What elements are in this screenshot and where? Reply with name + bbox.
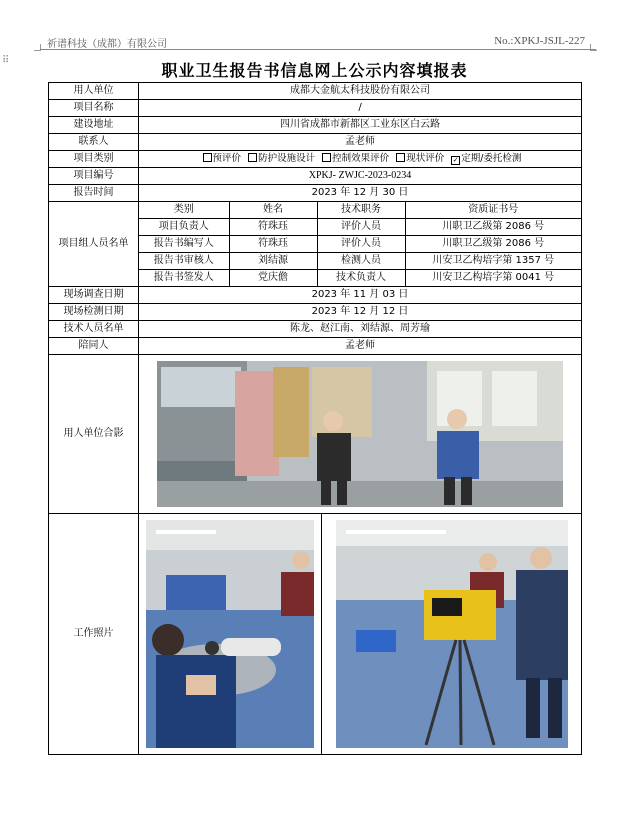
row-project-name — [49, 100, 582, 117]
table-row — [139, 253, 581, 270]
staff-header-name: 姓名 — [229, 202, 317, 219]
group-photo — [157, 361, 563, 507]
row-staff — [49, 202, 582, 287]
category-option-label: 预评价 — [212, 153, 242, 164]
checkbox-control-evaluation[interactable] — [322, 153, 331, 162]
category-label: 项目类别 — [49, 151, 139, 168]
row-group-photo — [49, 355, 582, 514]
row-report-date — [49, 185, 582, 202]
row-address — [49, 117, 582, 134]
staff-title: 评价人员 — [317, 236, 405, 253]
work-photo-cell — [139, 514, 582, 755]
row-employer — [49, 83, 582, 100]
category-option-label: 现状评价 — [406, 153, 445, 164]
staff-header-row — [139, 202, 581, 219]
project-no-value: XPKJ- ZWJC-2023-0234 — [139, 168, 582, 185]
contact-value: 孟老师 — [139, 134, 582, 151]
category-option-label: 定期/委托检测 — [461, 153, 522, 164]
staff-role: 项目负责人 — [139, 219, 229, 236]
drag-handle-icon[interactable]: ⠿ — [2, 55, 9, 66]
staff-cert: 川安卫乙构培字第 0041 号 — [405, 270, 581, 287]
address-label: 建设地址 — [49, 117, 139, 134]
staff-header-role: 类别 — [139, 202, 229, 219]
staff-table-cell — [139, 202, 582, 287]
staff-cert: 川安卫乙构培字第 1357 号 — [405, 253, 581, 270]
report-date-label: 报告时间 — [49, 185, 139, 202]
group-photo-label: 用人单位合影 — [49, 355, 139, 514]
report-date-value: 2023 年 12 月 30 日 — [139, 185, 582, 202]
work-photo-grid — [139, 514, 581, 754]
work-photo-right-frame — [322, 514, 581, 754]
staff-header-cert: 资质证书号 — [405, 202, 581, 219]
work-photo-1 — [146, 520, 314, 748]
staff-name: 党庆儋 — [229, 270, 317, 287]
staff-role: 报告书编写人 — [139, 236, 229, 253]
address-value: 四川省成都市新都区工业东区白云路 — [139, 117, 582, 134]
survey-date-label: 现场调查日期 — [49, 287, 139, 304]
employer-label: 用人单位 — [49, 83, 139, 100]
row-project-no — [49, 168, 582, 185]
companion-value: 孟老师 — [139, 338, 582, 355]
category-option-label: 防护设施设计 — [258, 153, 316, 164]
row-work-photos — [49, 514, 582, 755]
row-companion — [49, 338, 582, 355]
staff-title: 评价人员 — [317, 219, 405, 236]
companion-label: 陪同人 — [49, 338, 139, 355]
row-category — [49, 151, 582, 168]
staff-label: 项目组人员名单 — [49, 202, 139, 287]
row-test-date — [49, 304, 582, 321]
employer-value: 成都大金航太科技股份有限公司 — [139, 83, 582, 100]
test-date-label: 现场检测日期 — [49, 304, 139, 321]
row-tech-staff — [49, 321, 582, 338]
project-name-label: 项目名称 — [49, 100, 139, 117]
category-option-label: 控制效果评价 — [332, 153, 390, 164]
category-options — [139, 151, 582, 168]
document-title: 职业卫生报告书信息网上公示内容填报表 — [161, 61, 468, 80]
checkbox-periodic-testing[interactable]: ✓ — [452, 156, 459, 164]
checkbox-status-evaluation[interactable] — [396, 153, 405, 162]
staff-table — [139, 202, 581, 286]
staff-header-title: 技术职务 — [317, 202, 405, 219]
header-company: 祈谱科技（成都）有限公司 — [47, 39, 167, 50]
staff-role: 报告书签发人 — [139, 270, 229, 287]
project-name-value: / — [139, 100, 582, 117]
disclosure-form-table — [48, 82, 582, 755]
staff-name: 符珠珏 — [229, 236, 317, 253]
work-photo-label: 工作照片 — [49, 514, 139, 755]
survey-date-value: 2023 年 11 月 03 日 — [139, 287, 582, 304]
tech-staff-value: 陈龙、赵江南、刘结源、周芳瑜 — [139, 321, 582, 338]
contact-label: 联系人 — [49, 134, 139, 151]
staff-name: 刘结源 — [229, 253, 317, 270]
staff-role: 报告书审核人 — [139, 253, 229, 270]
table-row — [139, 270, 581, 287]
group-photo-cell — [139, 355, 582, 514]
table-row — [139, 236, 581, 253]
work-photo-left-frame — [139, 514, 322, 754]
row-survey-date — [49, 287, 582, 304]
checkbox-pre-evaluation[interactable] — [203, 153, 212, 162]
staff-title: 检测人员 — [317, 253, 405, 270]
staff-cert: 川职卫乙级第 2086 号 — [405, 236, 581, 253]
test-date-value: 2023 年 12 月 12 日 — [139, 304, 582, 321]
project-no-label: 项目编号 — [49, 168, 139, 185]
staff-name: 符珠珏 — [229, 219, 317, 236]
staff-cert: 川职卫乙级第 2086 号 — [405, 219, 581, 236]
table-row — [139, 219, 581, 236]
work-photo-2 — [336, 520, 568, 748]
tech-staff-label: 技术人员名单 — [49, 321, 139, 338]
staff-title: 技术负责人 — [317, 270, 405, 287]
header-divider — [40, 49, 596, 50]
checkbox-protection-design[interactable] — [248, 153, 257, 162]
header-doc-number: No.:XPKJ-JSJL-227 — [494, 35, 585, 47]
row-contact — [49, 134, 582, 151]
